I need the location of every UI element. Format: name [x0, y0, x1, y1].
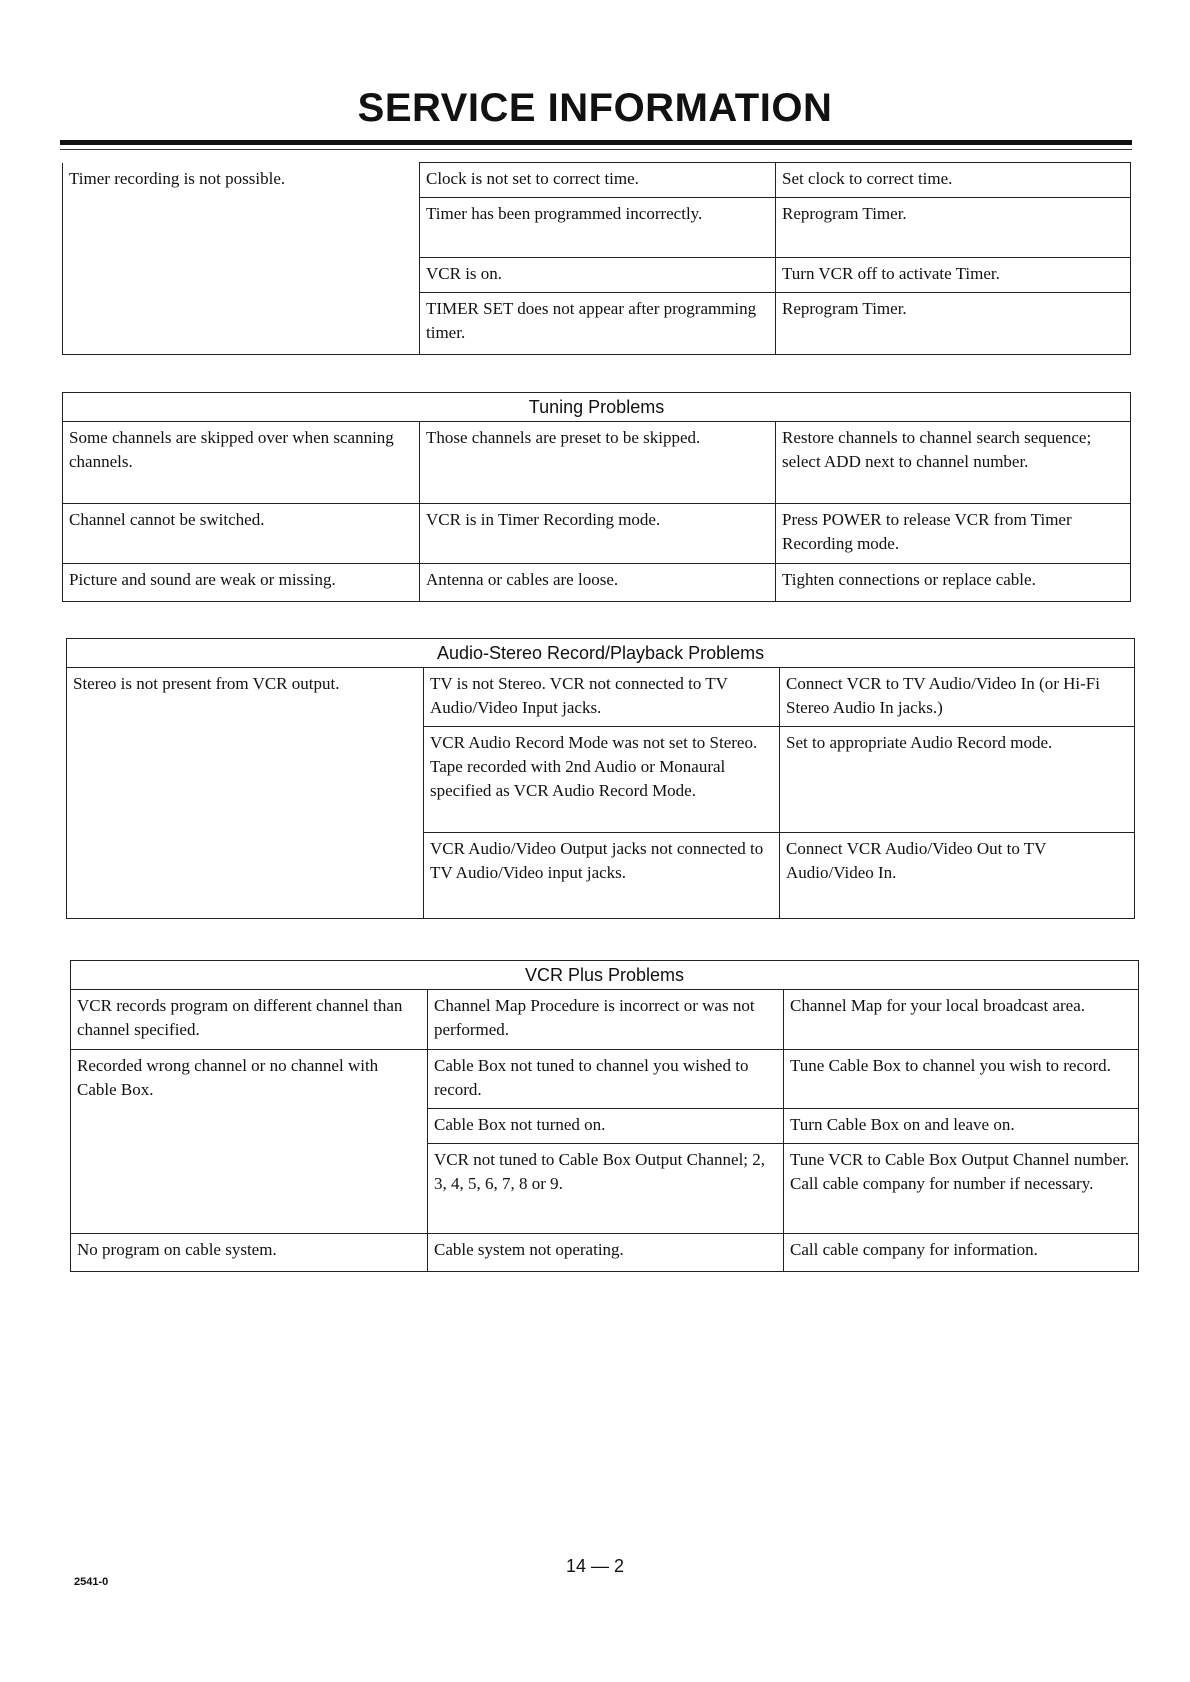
tuning-table: [62, 392, 1131, 602]
table-cell-cause: VCR Audio Record Mode was not set to Stereo. Tape recorded with 2nd Audio or Monaural specified as VCR Audio Record Mode.: [424, 727, 780, 833]
table-cell-cause: Cable system not operating.: [428, 1234, 784, 1272]
audio-stereo-table: [66, 638, 1135, 919]
table-cell-remedy: Tune VCR to Cable Box Output Channel number. Call cable company for number if necessary.: [784, 1144, 1139, 1234]
table-cell-cause: VCR is on.: [420, 258, 776, 293]
table-cell-symptom: No program on cable system.: [71, 1234, 428, 1272]
table-cell-cause: Those channels are preset to be skipped.: [420, 422, 776, 504]
table-cell-remedy: Tune Cable Box to channel you wish to record.: [784, 1050, 1139, 1109]
document-code: 2541-0: [74, 1576, 109, 1588]
audio-symptom: Stereo is not present from VCR output.: [67, 668, 424, 919]
vcr-plus-group-symptom: Recorded wrong channel or no channel with Cable Box.: [71, 1050, 428, 1234]
table-cell-cause: Cable Box not tuned to channel you wished to record.: [428, 1050, 784, 1109]
table-cell-cause: VCR is in Timer Recording mode.: [420, 504, 776, 564]
table-cell-cause: Antenna or cables are loose.: [420, 564, 776, 602]
table-cell-remedy: Turn Cable Box on and leave on.: [784, 1109, 1139, 1144]
table-cell-cause: Clock is not set to correct time.: [420, 163, 776, 198]
timer-symptom: Timer recording is not possible.: [63, 163, 420, 355]
table-cell-cause: TIMER SET does not appear after programming timer.: [420, 293, 776, 355]
page-title: SERVICE INFORMATION: [357, 86, 833, 130]
timer-table: [62, 162, 1131, 355]
table-cell-symptom: Some channels are skipped over when scanning channels.: [63, 422, 420, 504]
table-cell-symptom: VCR records program on different channel than channel specified.: [71, 990, 428, 1050]
page-number: 14 — 2: [565, 1556, 625, 1576]
title-rule: [60, 140, 1132, 145]
table-cell-remedy: Channel Map for your local broadcast area.: [784, 990, 1139, 1050]
title-rule-thin: [60, 149, 1132, 150]
table-cell-remedy: Reprogram Timer.: [776, 198, 1131, 258]
table-cell-remedy: Connect VCR Audio/Video Out to TV Audio/Video In.: [780, 833, 1135, 919]
tuning-heading: Tuning Problems: [63, 393, 1131, 422]
table-cell-remedy: Set to appropriate Audio Record mode.: [780, 727, 1135, 833]
table-cell-remedy: Call cable company for information.: [784, 1234, 1139, 1272]
table-cell-remedy: Restore channels to channel search sequence; select ADD next to channel number.: [776, 422, 1131, 504]
table-cell-remedy: Turn VCR off to activate Timer.: [776, 258, 1131, 293]
table-cell-cause: Timer has been programmed incorrectly.: [420, 198, 776, 258]
table-cell-cause: VCR Audio/Video Output jacks not connected to TV Audio/Video input jacks.: [424, 833, 780, 919]
table-cell-symptom: Picture and sound are weak or missing.: [63, 564, 420, 602]
table-cell-remedy: Reprogram Timer.: [776, 293, 1131, 355]
table-cell-remedy: Press POWER to release VCR from Timer Recording mode.: [776, 504, 1131, 564]
table-cell-cause: Channel Map Procedure is incorrect or was not performed.: [428, 990, 784, 1050]
table-cell-remedy: Connect VCR to TV Audio/Video In (or Hi-Fi Stereo Audio In jacks.): [780, 668, 1135, 727]
table-cell-cause: TV is not Stereo. VCR not connected to TV Audio/Video Input jacks.: [424, 668, 780, 727]
audio-heading: Audio-Stereo Record/Playback Problems: [67, 639, 1135, 668]
table-cell-cause: VCR not tuned to Cable Box Output Channel; 2, 3, 4, 5, 6, 7, 8 or 9.: [428, 1144, 784, 1234]
vcr-plus-table: [70, 960, 1139, 1272]
table-cell-remedy: Set clock to correct time.: [776, 163, 1131, 198]
table-cell-remedy: Tighten connections or replace cable.: [776, 564, 1131, 602]
vcr-plus-heading: VCR Plus Problems: [71, 961, 1139, 990]
table-cell-symptom: Channel cannot be switched.: [63, 504, 420, 564]
table-cell-cause: Cable Box not turned on.: [428, 1109, 784, 1144]
